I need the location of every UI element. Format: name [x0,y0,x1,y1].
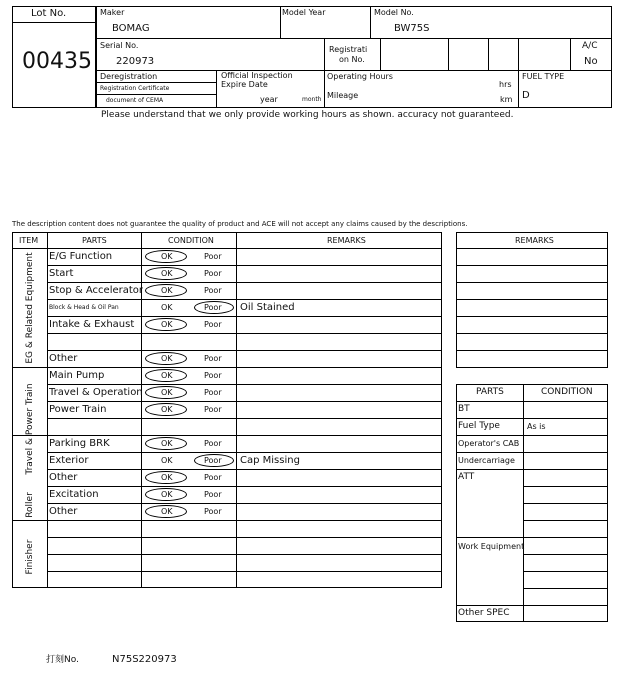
col-remarks: REMARKS [327,236,366,245]
serial-label: Serial No. [100,41,139,50]
inspection-label-1: Official Inspection [221,71,293,80]
group-roller: Roller [25,492,35,518]
condition-poor: Poor [204,388,222,397]
condition-ok: OK [161,439,173,448]
serial-value: 220973 [116,56,155,67]
stamp-no-value: N75S220973 [112,654,177,665]
condition-poor: Poor [204,303,222,312]
condition-poor: Poor [204,439,222,448]
ac-value: No [584,56,598,67]
condition-circle-mark [194,454,234,467]
col-parts: PARTS [82,236,107,245]
condition-circle-mark [145,437,187,450]
condition-ok: OK [161,269,173,278]
right-col-condition: CONDITION [541,387,593,397]
row-part-label: Exterior [49,455,89,466]
condition-ok: OK [161,473,173,482]
row-part-label: Stop & Accelerator [49,285,144,296]
condition-circle-mark [145,318,187,331]
operating-hours-label: Operating Hours [327,72,393,81]
model-year-label: Model Year [282,8,326,17]
condition-ok: OK [161,252,173,261]
col-item: ITEM [19,236,39,245]
mileage-label: Mileage [327,91,359,100]
condition-poor: Poor [204,354,222,363]
deregistration-label: Deregistration [100,72,158,81]
right-operators-cab: Operator's CAB [458,439,520,448]
cema-document-label: document of CEMA [106,97,164,104]
condition-poor: Poor [204,371,222,380]
maker-value: BOMAG [112,23,150,34]
year-label: year [260,95,278,104]
condition-ok: OK [161,371,173,380]
condition-circle-mark [145,488,187,501]
right-work-equipment: Work Equipment [458,542,525,551]
condition-circle-mark [145,352,187,365]
condition-poor: Poor [204,490,222,499]
condition-circle-mark [145,250,187,263]
condition-ok: OK [161,456,173,465]
disclaimer-text: The description content does not guarantee the quality of product and ACE will not accept any claims caused by the descriptions. [12,220,468,228]
right-remarks-title: REMARKS [515,236,554,245]
right-col-parts: PARTS [476,387,504,397]
row-remark: Cap Missing [240,455,300,466]
col-condition: CONDITION [168,236,214,245]
row-part-label: Other [49,472,78,483]
condition-circle-mark [145,403,187,416]
row-part-label: Block & Head & Oil Pan [49,304,119,311]
row-part-label: Excitation [49,489,99,500]
row-part-label: Intake & Exhaust [49,319,135,330]
condition-ok: OK [161,507,173,516]
stamp-no-label: 打刻No. [46,655,79,665]
model-no-label: Model No. [374,8,414,17]
condition-poor: Poor [204,252,222,261]
row-part-label: Travel & Operation [49,387,143,398]
km-label: km [500,95,513,104]
row-part-label: Start [49,268,74,279]
condition-circle-mark [145,369,187,382]
condition-ok: OK [161,354,173,363]
right-other-spec: Other SPEC [458,608,510,618]
condition-circle-mark [145,471,187,484]
hours-notice: Please understand that we only provide working hours as shown. accuracy not guaranteed. [101,110,514,120]
right-fuel-value: As is [527,422,546,431]
maker-label: Maker [100,8,125,17]
condition-circle-mark [194,301,234,314]
condition-poor: Poor [204,320,222,329]
ac-label: A/C [582,41,598,51]
right-att: ATT [458,472,475,482]
inspection-label-2: Expire Date [221,80,268,89]
row-part-label: Main Pump [49,370,105,381]
condition-circle-mark [145,386,187,399]
registration-label-1: Registrati [329,45,368,54]
condition-ok: OK [161,303,173,312]
group-eg-related: EG & Related Equipment [25,252,35,364]
condition-circle-mark [145,505,187,518]
condition-poor: Poor [204,286,222,295]
condition-ok: OK [161,286,173,295]
right-bt: BT [458,404,470,414]
condition-ok: OK [161,320,173,329]
model-no-value: BW75S [394,23,430,34]
row-part-label: Other [49,506,78,517]
condition-poor: Poor [204,405,222,414]
condition-ok: OK [161,405,173,414]
right-undercarriage: Undercarriage [458,456,515,465]
row-remark: Oil Stained [240,302,295,313]
row-part-label: Other [49,353,78,364]
condition-ok: OK [161,490,173,499]
row-part-label: Parking BRK [49,438,110,449]
month-label: month [302,96,322,103]
condition-poor: Poor [204,507,222,516]
row-part-label: Power Train [49,404,107,415]
fuel-type-value: D [522,90,530,101]
condition-poor: Poor [204,456,222,465]
row-part-label: E/G Function [49,251,113,262]
condition-ok: OK [161,388,173,397]
group-finisher: Finisher [25,539,35,575]
registration-label-2: on No. [339,55,365,64]
condition-circle-mark [145,284,187,297]
registration-certificate-label: Registration Certificate [100,85,170,92]
lot-label: Lot No. [31,8,67,19]
condition-circle-mark [145,267,187,280]
group-travel-power: Travel & Power Train [25,383,35,475]
hrs-label: hrs [499,80,512,89]
right-fuel-type: Fuel Type [458,421,500,431]
fuel-type-label: FUEL TYPE [522,72,565,81]
condition-poor: Poor [204,473,222,482]
lot-number: 00435 [22,49,92,74]
condition-poor: Poor [204,269,222,278]
